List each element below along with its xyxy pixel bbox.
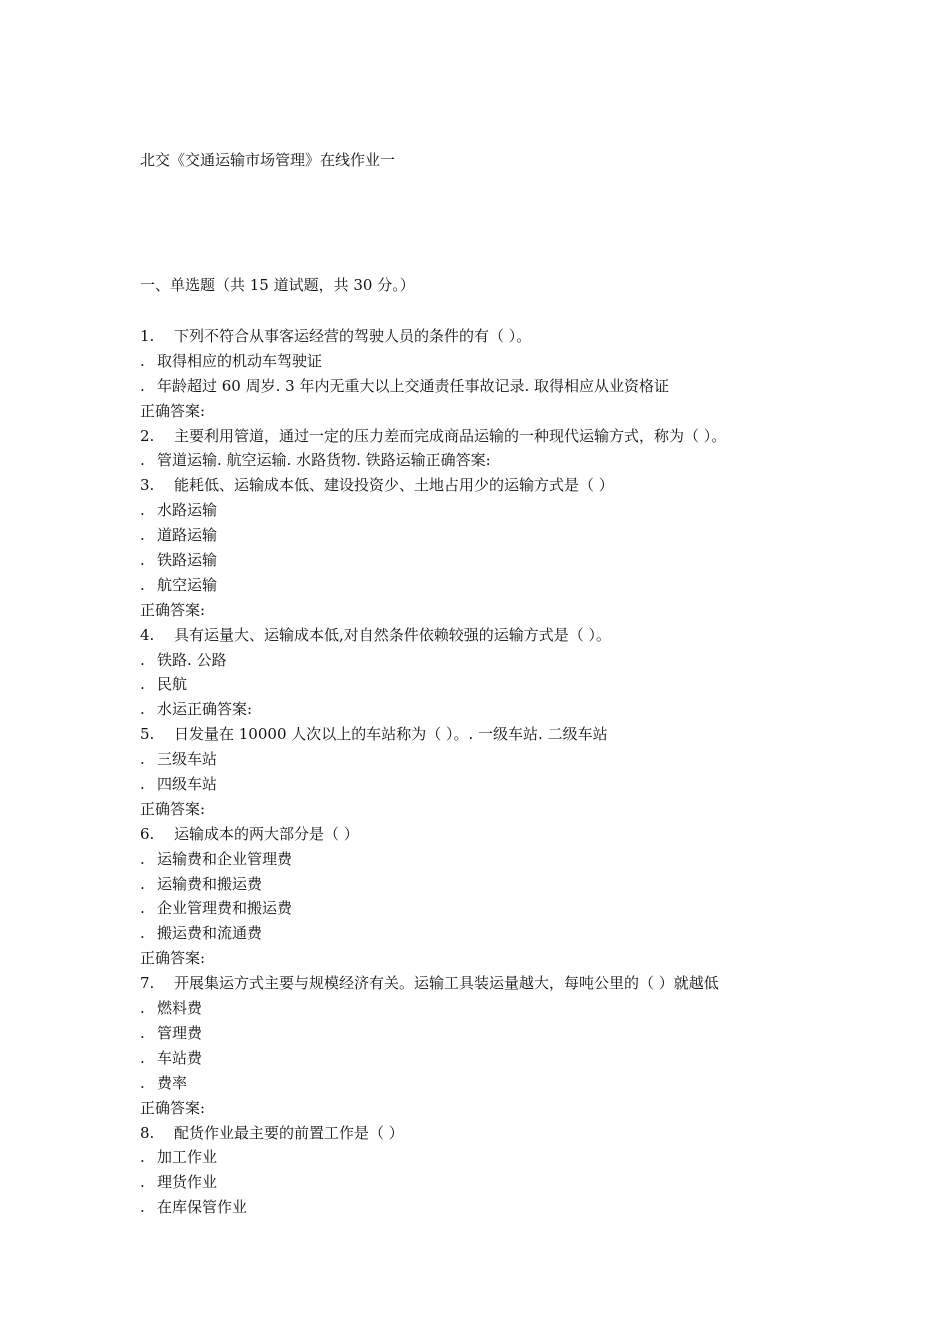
option-line xyxy=(140,1145,840,1170)
option-text: 车站费 xyxy=(157,1048,203,1067)
option-text: 铁路运输 xyxy=(157,551,218,570)
question-number: 4. xyxy=(140,625,155,644)
option-line xyxy=(140,872,840,897)
option-text: 道路运输 xyxy=(157,526,218,545)
question-number: 8. xyxy=(140,1123,155,1142)
option-text: 四级车站 xyxy=(157,775,218,794)
option-bullet: . xyxy=(140,750,145,769)
question-text: 运输成本的两大部分是（ ） xyxy=(174,824,359,843)
option-text: 运输费和企业管理费 xyxy=(157,849,293,868)
option-line xyxy=(140,648,840,673)
option-text: 三级车站 xyxy=(157,750,218,769)
option-text: 理货作业 xyxy=(157,1173,218,1192)
question-line xyxy=(140,722,840,747)
option-bullet: . xyxy=(140,874,145,893)
option-bullet: . xyxy=(140,1073,145,1092)
option-line xyxy=(140,1046,840,1071)
question-list xyxy=(140,324,840,1220)
option-line xyxy=(140,747,840,772)
option-line xyxy=(140,1071,840,1096)
option-bullet: . xyxy=(140,775,145,794)
option-text: 运输费和搬运费 xyxy=(157,874,263,893)
question-number: 3. xyxy=(140,476,155,495)
question-line xyxy=(140,623,840,648)
question-line xyxy=(140,971,840,996)
option-line xyxy=(140,697,840,722)
option-bullet: . xyxy=(140,551,145,570)
document-title: 北交《交通运输市场管理》在线作业一 xyxy=(140,151,396,169)
option-bullet: . xyxy=(140,1048,145,1067)
question-line xyxy=(140,822,840,847)
option-bullet: . xyxy=(140,650,145,669)
option-line xyxy=(140,847,840,872)
option-text: 加工作业 xyxy=(157,1148,218,1167)
question-line xyxy=(140,424,840,449)
option-text: 取得相应的机动车驾驶证 xyxy=(157,351,323,370)
option-line xyxy=(140,772,840,797)
option-bullet: . xyxy=(140,849,145,868)
option-text: 年龄超过 60 周岁. 3 年内无重大以上交通责任事故记录. 取得相应从业资格证 xyxy=(157,376,670,395)
question-text: 主要利用管道，通过一定的压力差而完成商品运输的一种现代运输方式，称为（ ）。 xyxy=(174,426,727,445)
option-line xyxy=(140,1170,840,1195)
option-text: 管道运输. 航空运输. 水路货物. 铁路运输正确答案: xyxy=(157,451,491,470)
answer-line: 正确答案: xyxy=(140,401,206,420)
answer-line: 正确答案: xyxy=(140,799,206,818)
option-line xyxy=(140,672,840,697)
option-text: 水路运输 xyxy=(157,501,218,520)
answer-line: 正确答案: xyxy=(140,600,206,619)
question-text: 能耗低、运输成本低、建设投资少、土地占用少的运输方式是（ ） xyxy=(174,476,614,495)
option-text: 搬运费和流通费 xyxy=(157,924,263,943)
question-number: 7. xyxy=(140,974,155,993)
option-line xyxy=(140,996,840,1021)
option-line xyxy=(140,1021,840,1046)
option-bullet: . xyxy=(140,1023,145,1042)
option-text: 管理费 xyxy=(157,1023,203,1042)
option-bullet: . xyxy=(140,700,145,719)
option-bullet: . xyxy=(140,999,145,1018)
option-bullet: . xyxy=(140,501,145,520)
option-bullet: . xyxy=(140,451,145,470)
question-number: 2. xyxy=(140,426,155,445)
option-text: 燃料费 xyxy=(157,999,203,1018)
option-text: 在库保管作业 xyxy=(157,1198,248,1217)
question-line xyxy=(140,324,840,349)
option-text: 航空运输 xyxy=(157,575,218,594)
option-bullet: . xyxy=(140,924,145,943)
question-text: 开展集运方式主要与规模经济有关。运输工具装运量越大，每吨公里的（ ）就越低 xyxy=(174,974,719,993)
section-heading: 一、单选题（共 15 道试题，共 30 分。） xyxy=(140,276,415,294)
question-line xyxy=(140,1121,840,1146)
option-bullet: . xyxy=(140,1148,145,1167)
option-bullet: . xyxy=(140,575,145,594)
option-line xyxy=(140,896,840,921)
question-text: 下列不符合从事客运经营的驾驶人员的条件的有（ ）。 xyxy=(174,327,532,345)
option-bullet: . xyxy=(140,351,145,370)
option-text: 费率 xyxy=(157,1073,188,1092)
option-bullet: . xyxy=(140,1173,145,1192)
option-line xyxy=(140,448,840,473)
option-line xyxy=(140,374,840,399)
option-line xyxy=(140,921,840,946)
question-text: 具有运量大、运输成本低,对自然条件依赖较强的运输方式是（ ）。 xyxy=(174,625,612,644)
question-line xyxy=(140,473,840,498)
option-bullet: . xyxy=(140,526,145,545)
option-line xyxy=(140,1195,840,1220)
question-text: 配货作业最主要的前置工作是（ ） xyxy=(174,1123,404,1142)
question-text: 日发量在 10000 人次以上的车站称为（ ）。. 一级车站. 二级车站 xyxy=(174,725,608,744)
option-bullet: . xyxy=(140,675,145,694)
answer-line: 正确答案: xyxy=(140,949,206,968)
option-bullet: . xyxy=(140,376,145,395)
option-bullet: . xyxy=(140,899,145,918)
option-line xyxy=(140,548,840,573)
option-line xyxy=(140,523,840,548)
option-text: 企业管理费和搬运费 xyxy=(157,899,293,918)
option-text: 铁路. 公路 xyxy=(157,650,227,669)
answer-line: 正确答案: xyxy=(140,1098,206,1117)
option-line xyxy=(140,498,840,523)
option-line xyxy=(140,349,840,374)
option-text: 民航 xyxy=(157,675,188,694)
question-number: 6. xyxy=(140,824,155,843)
option-bullet: . xyxy=(140,1198,145,1217)
option-line xyxy=(140,573,840,598)
question-number: 5. xyxy=(140,725,155,744)
option-text: 水运正确答案: xyxy=(157,700,253,719)
question-number: 1. xyxy=(140,327,155,345)
